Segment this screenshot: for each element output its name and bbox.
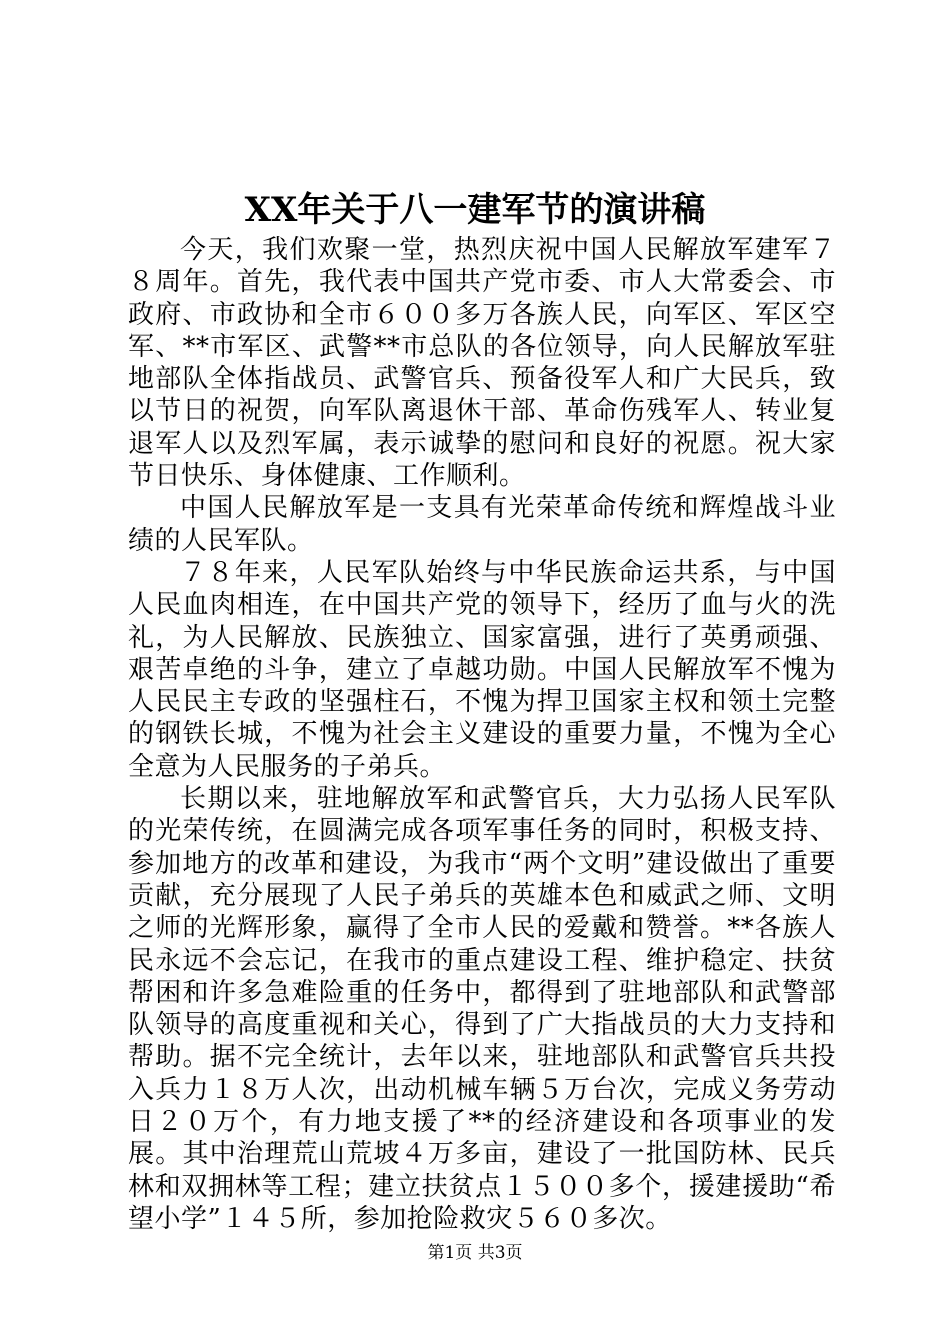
page-footer: 第1页 共3页 [427, 1243, 523, 1263]
document-body [128, 234, 836, 1235]
paragraph-army-intro: 中国人民解放军是一支具有光荣革命传统和辉煌战斗业绩的人民军队。 [128, 493, 836, 556]
paragraph-78-years: ７８年来，人民军队始终与中华民族命运共系，与中国人民血肉相连，在中国共产党的领导下，经历了血与火的洗礼，为人民解放、民族独立、国家富强，进行了英勇顽强、艰苦卓绝的斗争，建立了卓越功勋。中国人民解放军不愧为人民民主专政的坚强柱石，不愧为捍卫国家主权和领土完整的钢铁长城，不愧为社会主义建设的重要力量，不愧为全心全意为人民服务的子弟兵。 [128, 557, 836, 782]
paragraph-greeting: 今天，我们欢聚一堂，热烈庆祝中国人民解放军建军７８周年。首先，我代表中国共产党市委、市人大常委会、市政府、市政协和全市６００多万各族人民，向军区、军区空军、**市军区、武警**市总队的各位领导，向人民解放军驻地部队全体指战员、武警官兵、预备役军人和广大民兵，致以节日的祝贺，向军队离退休干部、革命伤残军人、转业复退军人以及烈军属，表示诚挚的慰问和良好的祝愿。祝大家节日快乐、身体健康、工作顺利。 [128, 235, 836, 492]
document-title: XX年关于八一建军节的演讲稿 [244, 190, 706, 230]
paragraph-local-support: 长期以来，驻地解放军和武警官兵，大力弘扬人民军队的光荣传统，在圆满完成各项军事任务的同时，积极支持、参加地方的改革和建设，为我市“两个文明”建设做出了重要贡献，充分展现了人民子弟兵的英雄本色和威武之师、文明之师的光辉形象，赢得了全市人民的爱戴和赞誉。**各族人民永远不会忘记，在我市的重点建设工程、维护稳定、扶贫帮困和许多急难险重的任务中，都得到了驻地部队和武警部队领导的高度重视和关心，得到了广大指战员的大力支持和帮助。据不完全统计，去年以来，驻地部队和武警官兵共投入兵力１８万人次，出动机械车辆５万台次，完成义务劳动日２０万个，有力地支援了**的经济建设和各项事业的发展。其中治理荒山荒坡４万多亩，建设了一批国防林、民兵林和双拥林等工程；建立扶贫点１５００多个，援建援助“希望小学”１４５所，参加抢险救灾５６０多次。 [128, 784, 836, 1234]
